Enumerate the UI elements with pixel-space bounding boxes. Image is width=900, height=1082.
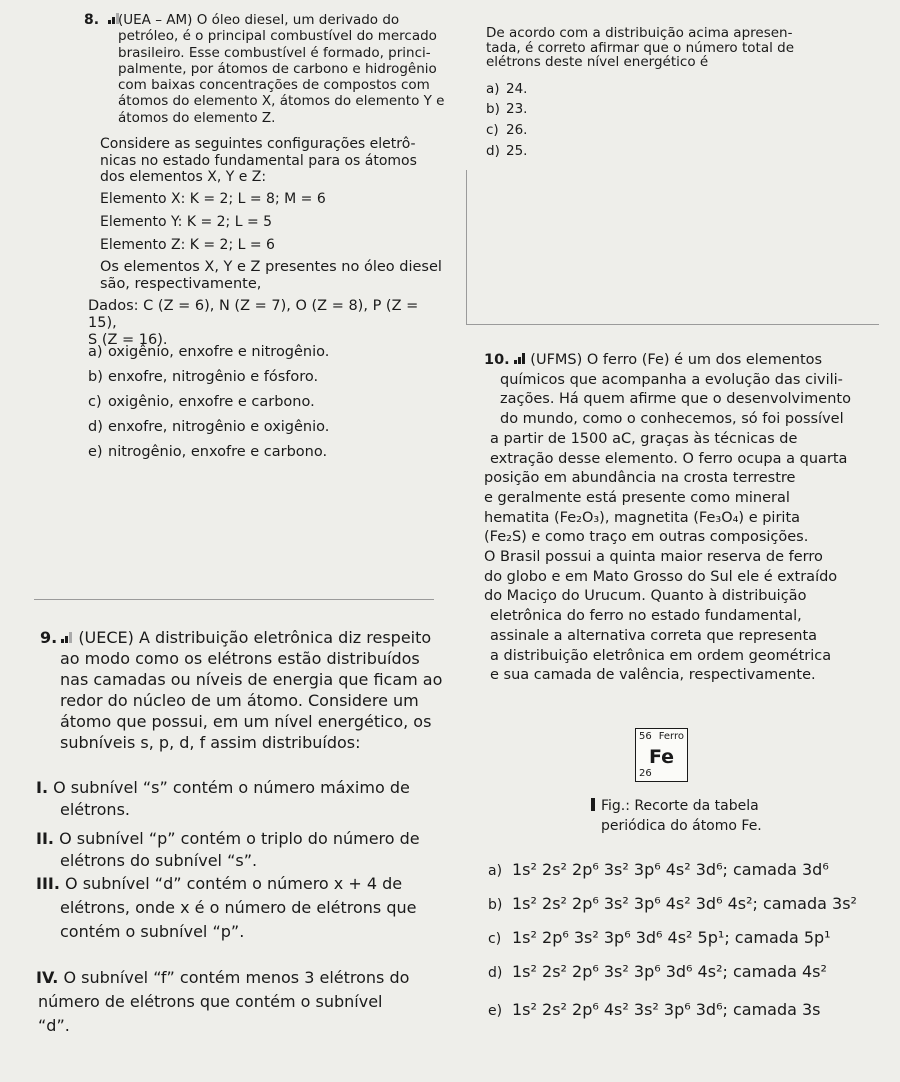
q10-option-a[interactable]: a) 1s² 2s² 2p⁶ 3s² 3p⁶ 4s² 3d⁶; camada 3d⁶ (488, 860, 829, 879)
q8c-option-c[interactable]: c) 26. (486, 122, 528, 138)
question-9: 9. (UECE) A distribuição eletrônica diz respeito ao modo como os elétrons estão distribuídos nas camadas ou níveis de energia que ficam ao redor do núcleo de um átomo. Considere um átomo que possui, em um nível energético, os subníveis s, p, d, f assim distribuídos: (40, 628, 443, 752)
q8-option-c[interactable]: c) oxigênio, enxofre e carbono. (88, 394, 315, 410)
element-name: Ferro (658, 731, 684, 742)
q10-option-e[interactable]: e) 1s² 2s² 2p⁶ 4s² 3s² 3p⁶ 3d⁶; camada 3s (488, 1000, 821, 1019)
question-10-number: 10. (484, 352, 510, 368)
q8c-option-d[interactable]: d) 25. (486, 143, 528, 159)
atomic-mass: 56 (639, 731, 652, 742)
q9-item-4: IV. O subnível “f” contém menos 3 elétrons do número de elétrons que contém o subnível “d”. (36, 968, 410, 1035)
atomic-number: 26 (639, 768, 652, 779)
question-9-number: 9. (40, 628, 58, 647)
figure-caption: Fig.: Recorte da tabela periódica do átomo Fe. (591, 796, 791, 836)
q8-continuation: De acordo com a distribuição acima apresen- tada, é correto afirmar que o número total de elétrons deste nível energético é (486, 25, 795, 70)
question-8-source: (UEA – AM) (118, 12, 193, 28)
question-8-consider: Considere as seguintes configurações eletrô- nicas no estado fundamental para os átomos dos elementos X, Y e Z: (100, 136, 417, 185)
answer-area-q8 (34, 519, 434, 600)
question-8-statement-2: Os elementos X, Y e Z presentes no óleo diesel são, respectivamente, (100, 259, 442, 292)
q9-item-1: I. O subnível “s” contém o número máximo de elétrons. (36, 778, 410, 819)
q8-option-e[interactable]: e) nitrogênio, enxofre e carbono. (88, 444, 328, 460)
answer-area-q8-continued (466, 170, 879, 325)
q10-option-d[interactable]: d) 1s² 2s² 2p⁶ 3s² 3p⁶ 3d⁶ 4s²; camada 4s² (488, 962, 827, 981)
question-8-number: 8. (84, 12, 120, 28)
config-z: Elemento Z: K = 2; L = 6 (100, 237, 275, 253)
question-10-source: (UFMS) (530, 352, 583, 368)
difficulty-icon (61, 627, 73, 648)
q8-option-a[interactable]: a) oxigênio, enxofre e nitrogênio. (88, 344, 330, 360)
q9-item-2: II. O subnível “p” contém o triplo do número de elétrons do subnível “s”. (36, 829, 420, 870)
element-symbol: Fe (648, 746, 675, 768)
config-y: Elemento Y: K = 2; L = 5 (100, 214, 273, 230)
question-9-source: (UECE) (78, 628, 134, 647)
caption-marker-icon (591, 798, 595, 811)
q8-option-b[interactable]: b) enxofre, nitrogênio e fósforo. (88, 369, 319, 385)
question-8-data: Dados: C (Z = 6), N (Z = 7), O (Z = 8), P (Z = 15), S (Z = 16). (88, 298, 419, 348)
question-8-statement: (UEA – AM) O óleo diesel, um derivado do petróleo, é o principal combustível do mercado brasileiro. Esse combustível é formado, princi- palmente, por átomos de carbono e hidrogênio com baixas concentrações de compostos com átomos do elemento X, átomos do elemento Y e átomos do elemento Z. (118, 12, 445, 126)
q8c-option-b[interactable]: b) 23. (486, 101, 528, 117)
periodic-table-tile-fe (635, 728, 688, 782)
q10-option-c[interactable]: c) 1s² 2p⁶ 3s² 3p⁶ 3d⁶ 4s² 5p¹; camada 5p¹ (488, 928, 831, 947)
q8-option-d[interactable]: d) enxofre, nitrogênio e oxigênio. (88, 419, 330, 435)
difficulty-icon (514, 351, 526, 371)
config-x: Elemento X: K = 2; L = 8; M = 6 (100, 191, 326, 207)
question-10: 10. (UFMS) O ferro (Fe) é um dos elementos químicos que acompanha a evolução das civili- zações. Há quem afirme que o desenvolvimento do mundo, como o conhecemos, só foi possível a partir de 1500 aC, graças às técnicas de extração desse elemento. O ferro ocupa a quarta posição em abundância na crosta terrestre e geralmente está presente como mineral hematita (Fe₂O₃), magnetita (Fe₃O₄) e pirita (Fe₂S) e como traço em outras composições. O Brasil possui a quinta maior reserva de ferro do globo e em Mato Grosso do Sul ele é extraído do Maciço do Urucum. Quanto à distribuição eletrônica do ferro no estado fundamental, assinale a alternativa correta que representa a distribuição eletrônica em ordem geométrica e sua camada de valência, respectivamente. (484, 352, 851, 684)
q9-item-3: III. O subnível “d” contém o número x + 4 de elétrons, onde x é o número de elétrons que contém o subnível “p”. (36, 874, 417, 941)
q10-option-b[interactable]: b) 1s² 2s² 2p⁶ 3s² 3p⁶ 4s² 3d⁶ 4s²; camada 3s² (488, 894, 857, 913)
q8c-option-a[interactable]: a) 24. (486, 81, 528, 97)
